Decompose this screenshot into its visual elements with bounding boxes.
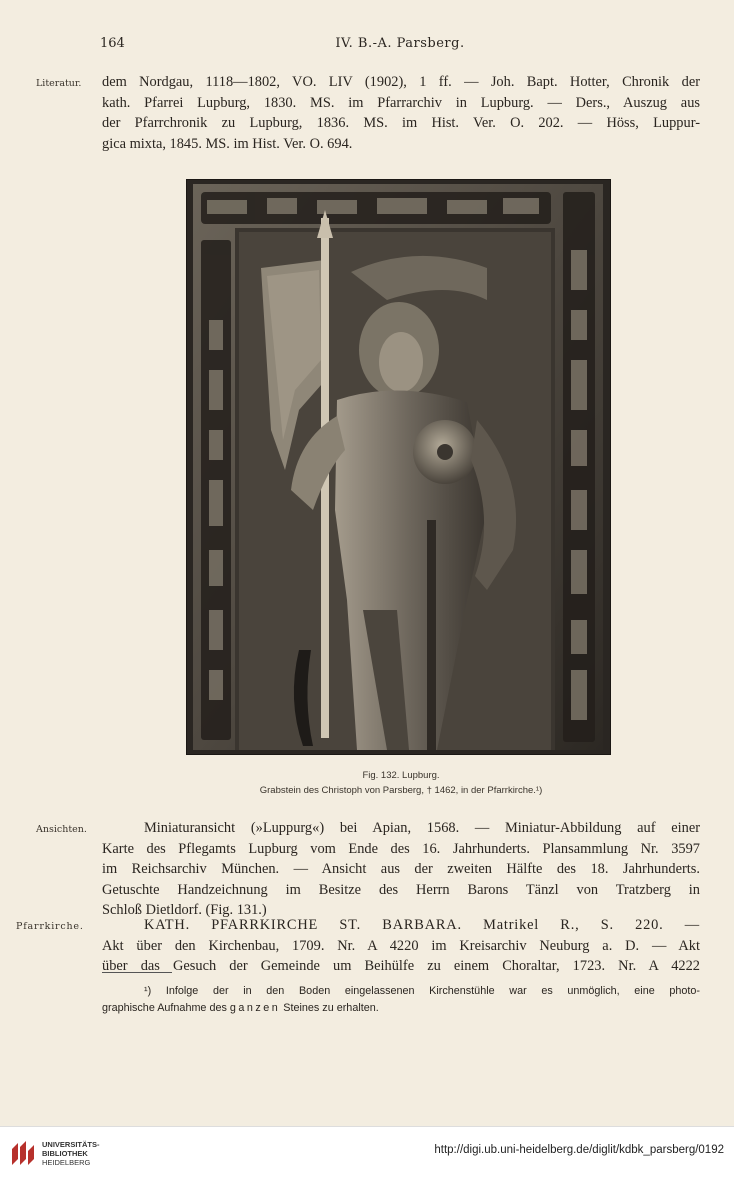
page-url-link[interactable]: http://digi.ub.uni-heidelberg.de/diglit/kdbk_parsberg/0192 — [434, 1144, 724, 1156]
figure-number: Fig. 132. Lupburg. — [362, 770, 440, 781]
text-line: kath. Pfarrei Lupburg, 1830. MS. im Pfarrarchiv in Lupburg. — Ders., Auszug aus — [102, 94, 700, 111]
figure-description: Grabstein des Christoph von Parsberg, † 1462, in der Pfarrkirche.¹) — [259, 785, 543, 796]
page-header — [100, 36, 700, 56]
text-line: im Reichsarchiv München. — Ansicht aus der zweiten Hälfte des 18. Jahrhunderts. — [102, 861, 700, 877]
text-line: über das Gesuch der Gemeinde um Beihülfe zu einem Choraltar, 1723. Nr. A 4222 — [102, 958, 700, 974]
university-library-logo-icon — [8, 1139, 36, 1167]
text-line: Akt über den Kirchenbau, 1709. Nr. A 4220 im Kreisarchiv Neuburg a. D. — Akt — [102, 937, 700, 954]
footnote-rule — [102, 972, 172, 973]
tombstone-photo — [186, 179, 611, 755]
literatur-paragraph — [102, 72, 700, 154]
text-line: Miniaturansicht (»Luppurg«) bei Apian, 1568. — Miniatur-Abbildung auf einer — [144, 820, 700, 836]
library-name-line: HEIDELBERG — [42, 1158, 91, 1167]
library-name-line: BIBLIOTHEK — [42, 1149, 88, 1158]
footnote-line: ¹) Infolge der in den Boden eingelassenen Kirchenstühle war es unmöglich, eine photo- — [144, 985, 700, 997]
library-name-line: UNIVERSITÄTS- — [42, 1140, 100, 1149]
figure-caption — [102, 768, 700, 798]
footnote-text: graphische Aufnahme des — [102, 1002, 230, 1014]
text-line: Karte des Pflegamts Lupburg vom Ende des 16. Jahrhunderts. Plansammlung Nr. 3597 — [102, 840, 700, 857]
ansichten-paragraph — [102, 818, 700, 921]
page-number: 164 — [100, 36, 125, 51]
margin-label-ansichten: Ansichten. — [36, 824, 87, 835]
text-line: Schloß Dietldorf. (Fig. 131.) — [102, 902, 267, 918]
footnote-text: Steines zu erhalten. — [280, 1002, 379, 1014]
running-head: IV. B.-A. Parsberg. — [335, 36, 465, 51]
text-line: Getuschte Handzeichnung im Besitze des Herrn Barons Tänzl von Tratzberg in — [102, 881, 700, 898]
text-line: der Pfarrchronik zu Lupburg, 1836. MS. im Hist. Ver. O. 202. — Höss, Luppur- — [102, 115, 700, 131]
footnote — [102, 983, 700, 1017]
footnote-line — [102, 1000, 700, 1017]
footnote-emphasis: ganzen — [229, 1002, 281, 1014]
margin-label-pfarrkirche: Pfarrkirche. — [16, 921, 84, 932]
margin-label-literatur: Literatur. — [36, 78, 82, 89]
text-line: dem Nordgau, 1118—1802, VO. LIV (1902), 1 ff. — Joh. Bapt. Hotter, Chronik der — [102, 74, 700, 90]
library-footer — [0, 1126, 734, 1180]
text-line: KATH. PFARRKIRCHE ST. BARBARA. Matrikel R., S. 220. — — [144, 917, 700, 933]
pfarrkirche-paragraph — [102, 915, 700, 977]
text-line: gica mixta, 1845. MS. im Hist. Ver. O. 694. — [102, 135, 353, 152]
tombstone-illustration — [187, 180, 610, 754]
library-name — [42, 1140, 100, 1167]
